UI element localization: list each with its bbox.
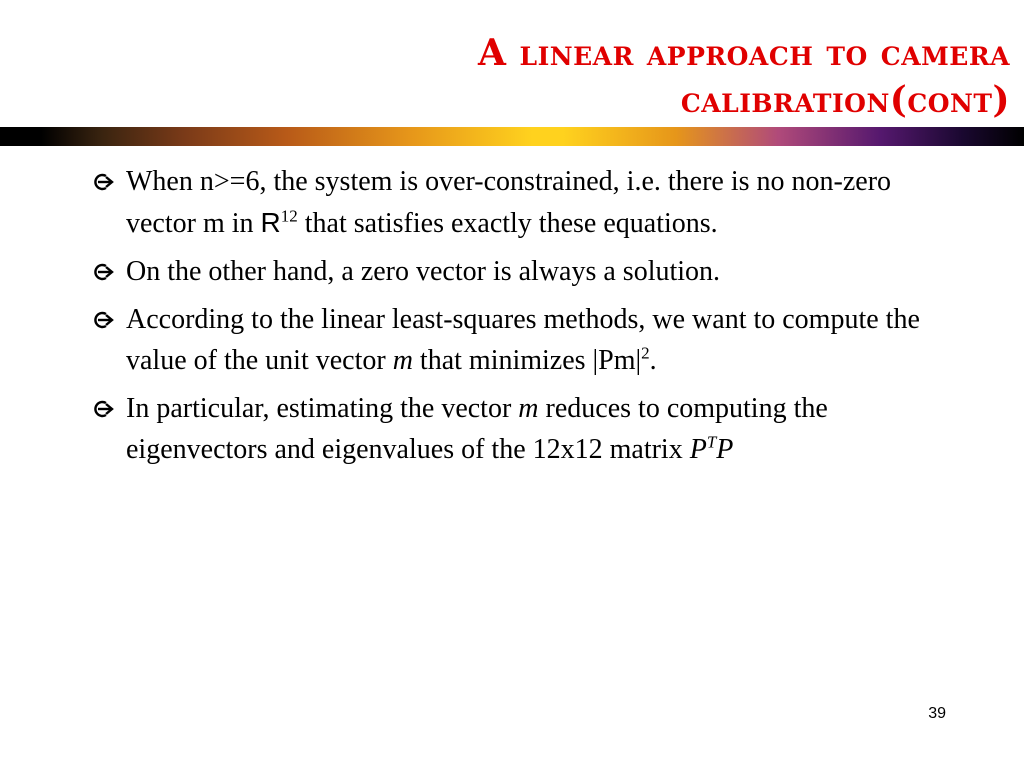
curved-arrow-icon	[92, 172, 114, 192]
norm-exponent: 2	[641, 343, 650, 363]
bullet-4-text-a: In particular, estimating the vector	[126, 393, 519, 424]
curved-arrow-icon	[92, 310, 114, 330]
transpose-exponent	[707, 433, 716, 452]
transpose-symbol: T	[706, 432, 717, 452]
bullet-3-text-c: .	[649, 345, 657, 376]
real-space-exponent: 12	[280, 206, 298, 226]
bullet-1-text-a: When n>=6, the system is over-constrained, i.e. there is no non-zero vector m in	[126, 166, 892, 239]
bullet-1-text-b: that satisfies exactly these equations.	[297, 208, 718, 239]
title-divider-bar	[0, 127, 1024, 146]
vector-m-symbol: m	[518, 393, 539, 424]
slide-title	[110, 30, 1010, 124]
bullet-2-text: On the other hand, a zero vector is always a solution.	[126, 256, 721, 287]
matrix-p-symbol: P	[689, 434, 707, 465]
curved-arrow-icon	[92, 399, 114, 419]
bullet-item-3	[92, 299, 952, 381]
bullet-item-4	[92, 388, 952, 470]
title-line-1: A linear approach to camera	[478, 32, 1010, 74]
bullet-item-2	[92, 251, 952, 292]
real-space-symbol: R	[260, 207, 281, 238]
curved-arrow-icon	[92, 262, 114, 282]
bullet-3-text-b: that minimizes |Pm|	[412, 345, 642, 376]
bullet-list	[92, 161, 952, 477]
bullet-3-text-a: According to the linear least-squares methods, we want to compute the value of the unit vector	[126, 304, 920, 376]
bullet-4-text-b: reduces to computing the eigenvectors and eigenvalues of the 12x12 matrix	[126, 393, 828, 465]
bullet-item-1	[92, 161, 952, 244]
matrix-p-symbol-2: P	[716, 434, 734, 465]
vector-m-symbol: m	[392, 345, 413, 376]
page-number: 39	[928, 705, 946, 722]
title-line-2: calibration(cont)	[680, 79, 1010, 121]
